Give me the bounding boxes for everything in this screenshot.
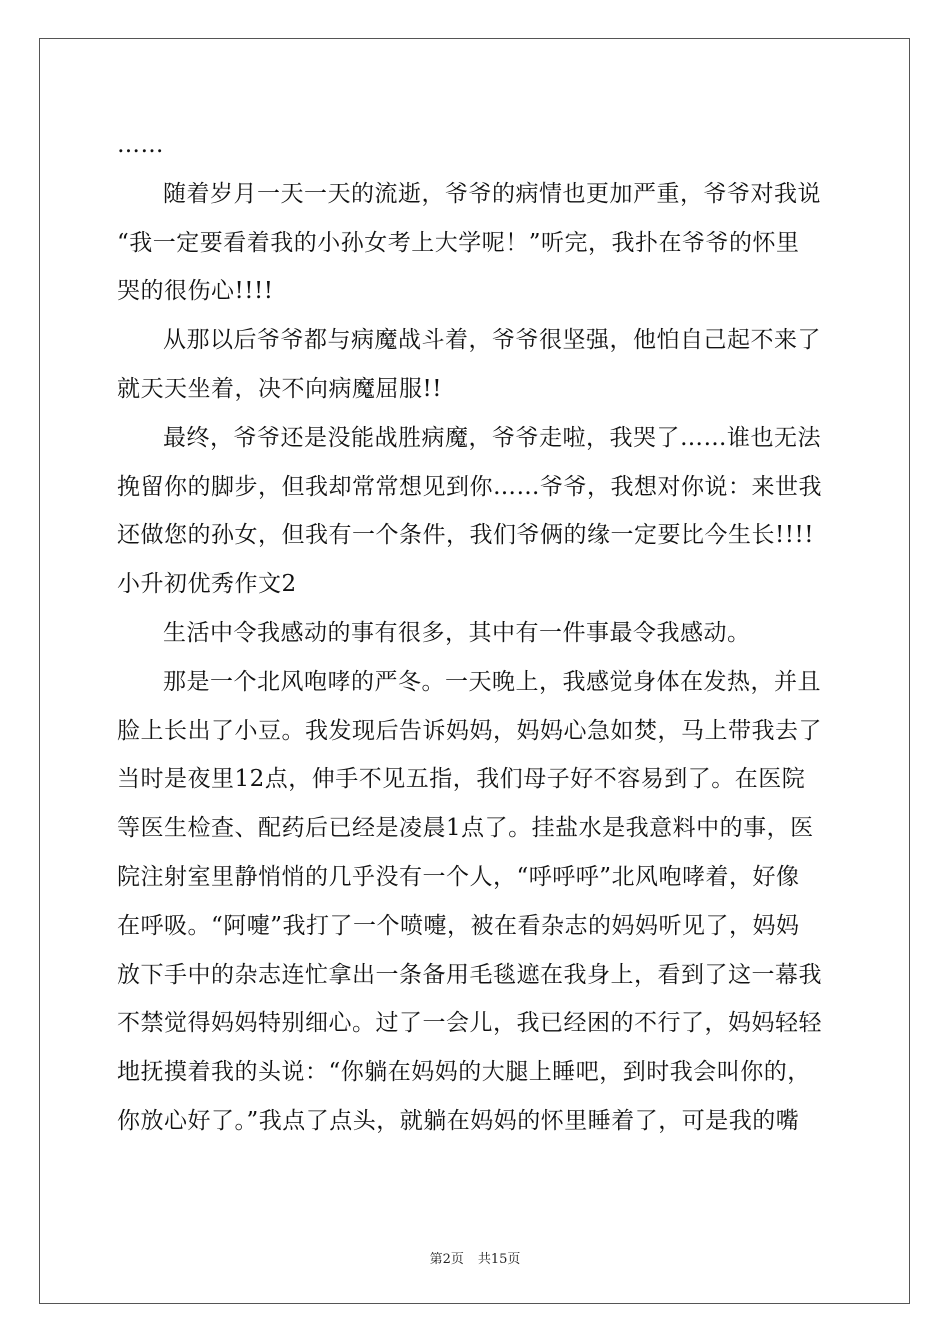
text-line: 就天天坐着，决不向病魔屈服!!: [117, 375, 442, 402]
text-line: 你放心好了。”我点了点头，就躺在妈妈的怀里睡着了，可是我的嘴: [117, 1107, 800, 1134]
text-line: 在呼吸。“阿嚏”我打了一个喷嚏，被在看杂志的妈妈听见了，妈妈: [117, 912, 800, 939]
text-line: ……: [117, 132, 164, 158]
text-line: 放下手中的杂志连忙拿出一条备用毛毯遮在我身上，看到了这一幕我: [117, 961, 822, 988]
text-line: 当时是夜里12点，伸手不见五指，我们母子好不容易到了。在医院: [117, 766, 806, 793]
text-line: 院注射室里静悄悄的几乎没有一个人，“呼呼呼”北风咆哮着，好像: [117, 863, 800, 890]
text-line: 那是一个北风咆哮的严冬。一天晚上，我感觉身体在发热，并且: [163, 668, 821, 695]
page-number: 第2页: [429, 1252, 464, 1267]
text-line: 生活中令我感动的事有很多，其中有一件事最令我感动。: [163, 619, 751, 646]
text-line: 小升初优秀作文2: [117, 571, 297, 598]
text-line: 最终，爷爷还是没能战胜病魔，爷爷走啦，我哭了……谁也无法: [163, 424, 821, 451]
document-body: [117, 121, 837, 1146]
text-line: 地抚摸着我的头说：“你躺在妈妈的大腿上睡吧，到时我会叫你的，: [117, 1059, 811, 1086]
text-line: 不禁觉得妈妈特别细心。过了一会儿，我已经困的不行了，妈妈轻轻: [117, 1010, 822, 1037]
text-line: “我一定要看着我的小孙女考上大学呢！”听完，我扑在爷爷的怀里: [117, 229, 800, 256]
text-line: 随着岁月一天一天的流逝，爷爷的病情也更加严重，爷爷对我说: [163, 180, 821, 207]
page-total: 共15页: [477, 1252, 521, 1267]
text-line: 脸上长出了小豆。我发现后告诉妈妈，妈妈心急如焚，马上带我去了: [117, 717, 822, 744]
text-line: 等医生检查、配药后已经是凌晨1点了。挂盐水是我意料中的事，医: [117, 815, 814, 842]
text-line: 挽留你的脚步，但我却常常想见到你……爷爷，我想对你说：来世我: [117, 473, 822, 500]
page-footer: [0, 1248, 950, 1267]
text-line: 还做您的孙女，但我有一个条件，我们爷俩的缘一定要比今生长!!!!: [117, 522, 814, 549]
text-line: 从那以后爷爷都与病魔战斗着，爷爷很坚强，他怕自己起不来了: [163, 327, 821, 354]
text-line: 哭的很伤心!!!!: [117, 278, 274, 305]
